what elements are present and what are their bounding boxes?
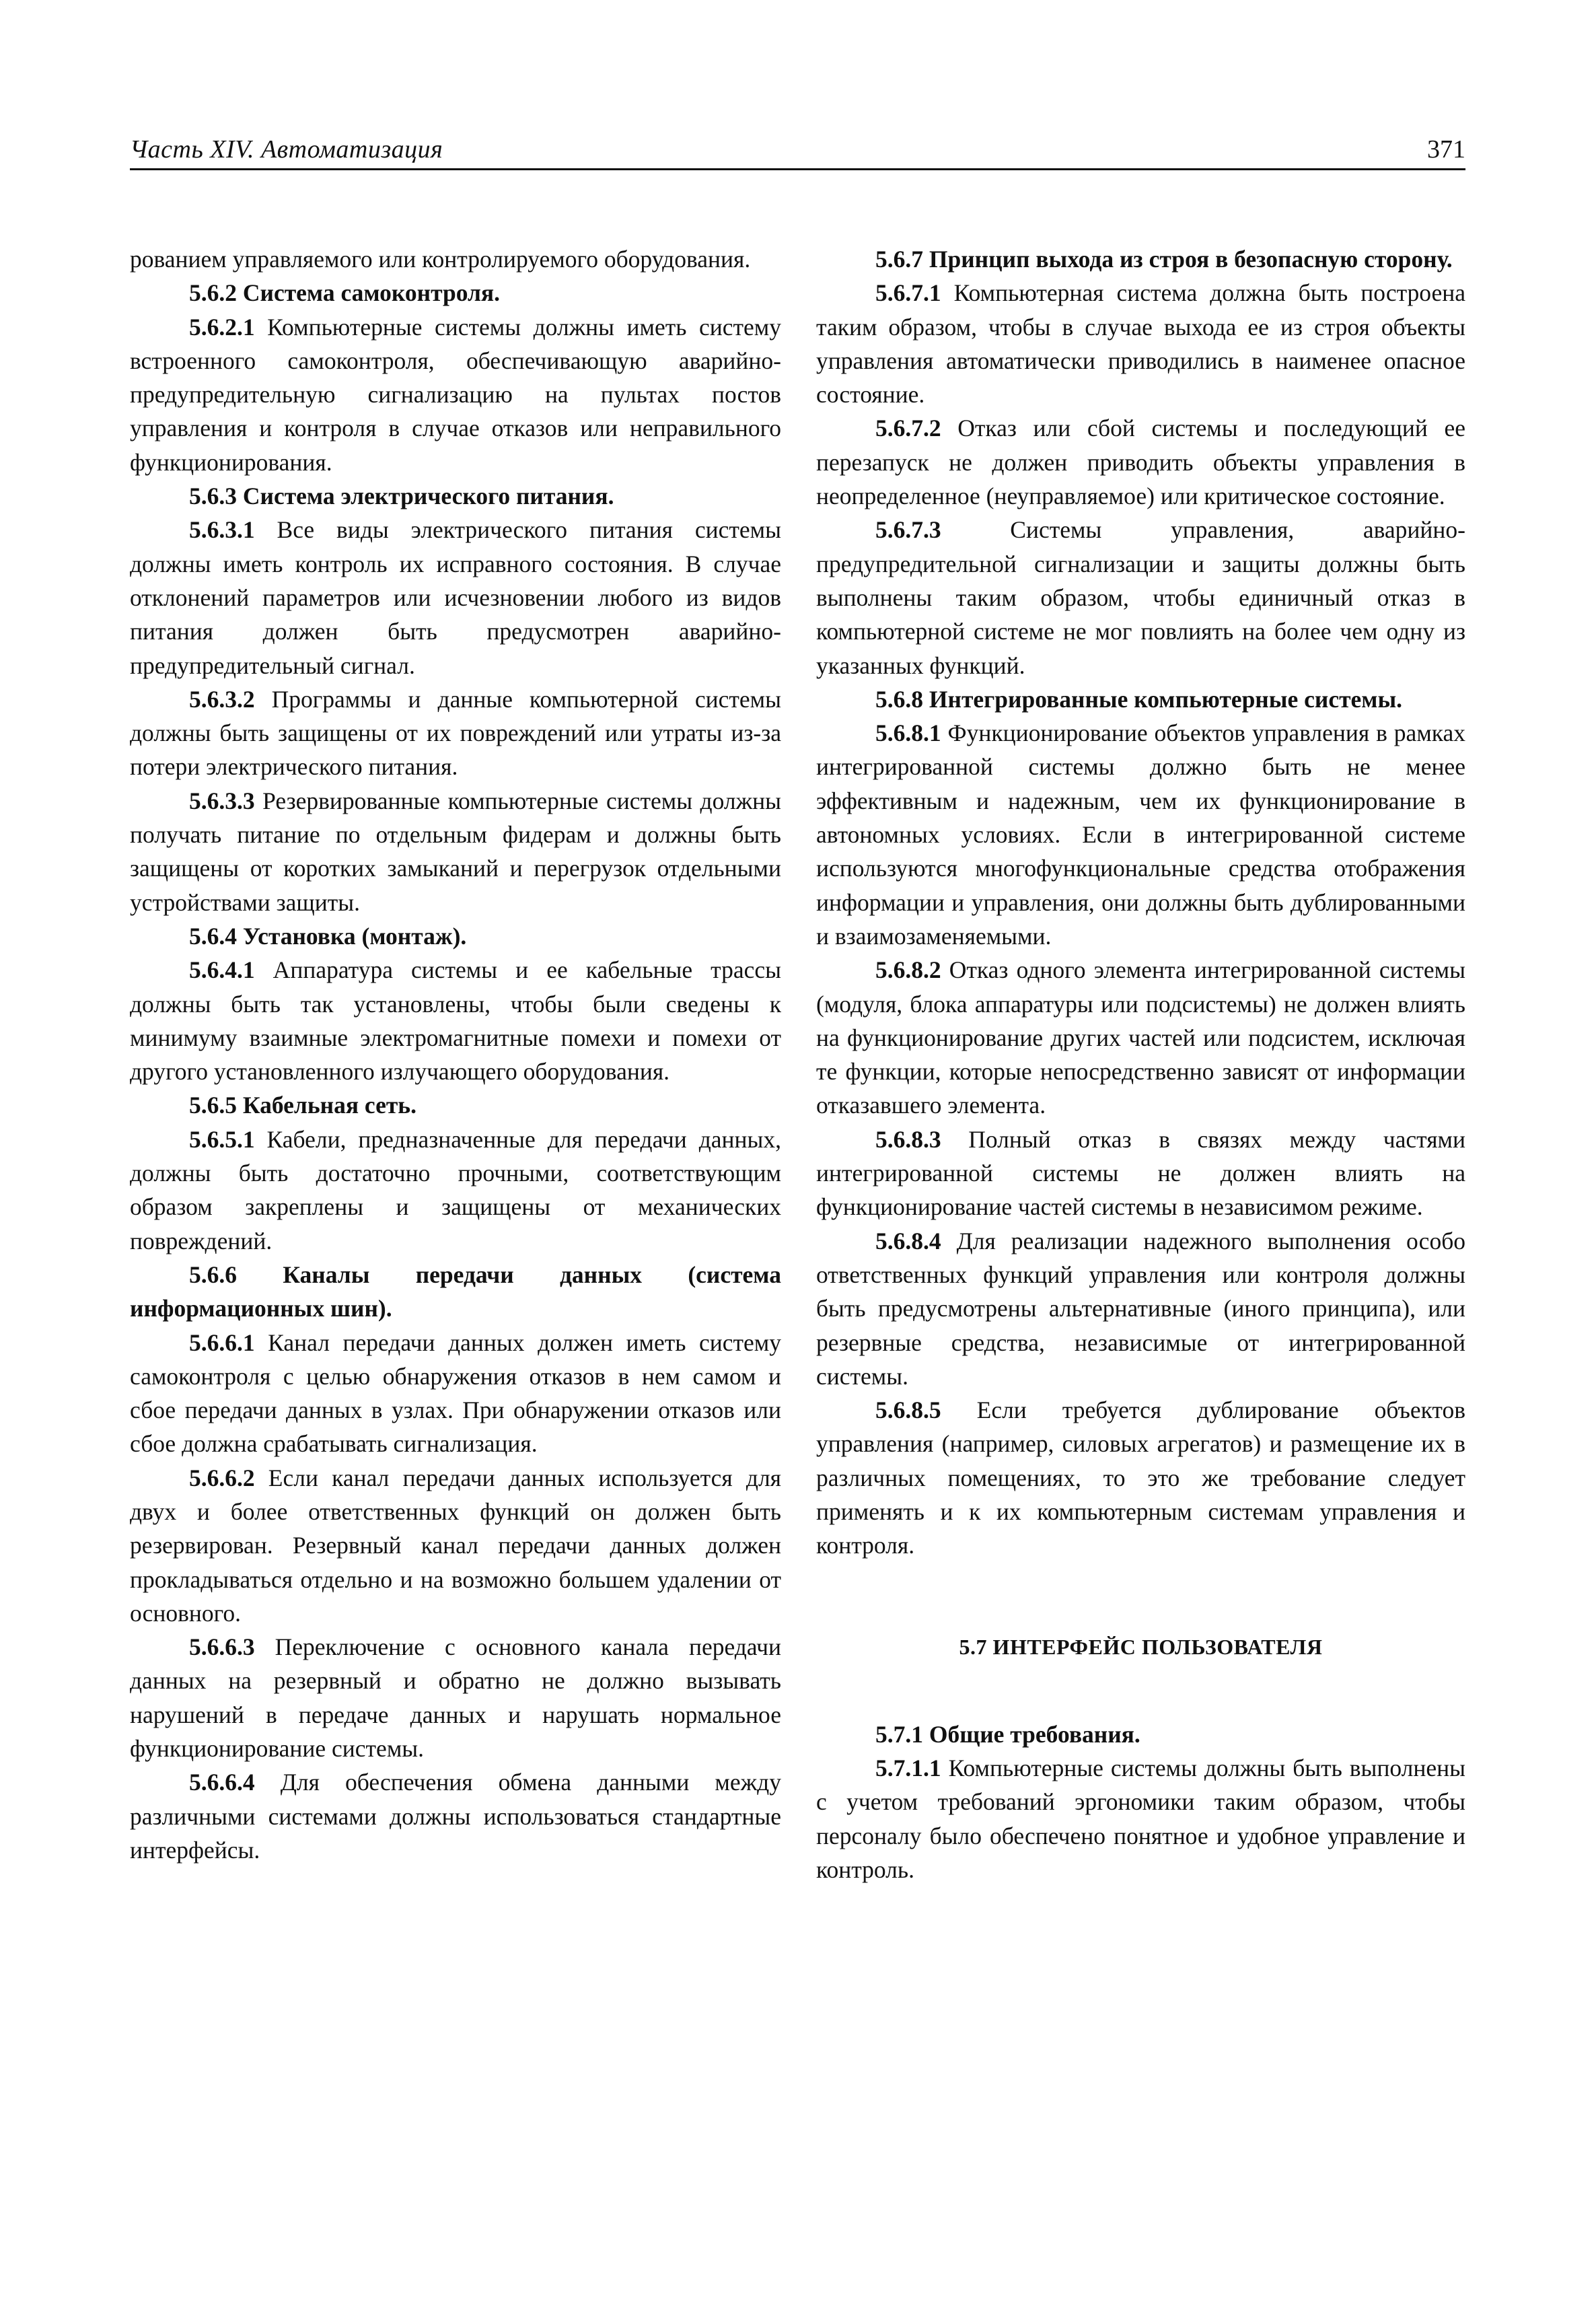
numbered-paragraph — [816, 1123, 1465, 1224]
clause-text: Компьютерные системы должны быть выполнены с учетом требований эргономики таким образом, чтобы персоналу было обеспечено понятное и удобное управление и контроль. — [816, 1755, 1465, 1884]
clause-number: 5.6.8.2 — [875, 956, 941, 984]
numbered-paragraph — [816, 513, 1465, 682]
numbered-paragraph — [816, 411, 1465, 513]
clause-text: Полный отказ в связях между частями интегрированной системы не должен влиять на функционирование частей системы в независимом режиме. — [816, 1125, 1465, 1221]
clause-number: 5.6.7.1 — [875, 279, 941, 307]
numbered-paragraph — [816, 1393, 1465, 1562]
clause-text: Программы и данные компьютерной системы должны быть защищены от их повреждений или утраты из-за потери электрического питания. — [130, 685, 781, 781]
clause-text: Если канал передачи данных используется для двух и более ответственных функций он должен быть резервирован. Резервный канал передачи данных должен прокладываться отдельно и на возможно большем удалении от основного. — [130, 1464, 781, 1627]
clause-number: 5.6.3.2 — [189, 685, 255, 713]
running-header — [130, 128, 1465, 170]
clause-text: Системы управления, аварийно-предупредительной сигнализации и защиты должны быть выполнены таким образом, чтобы единичный отказ в компьютерной системе не мог повлиять на более чем одну из указанных функций. — [816, 516, 1465, 679]
clause-number: 5.6.7.2 — [875, 415, 941, 442]
page-number: 371 — [1427, 135, 1465, 164]
clause-text: Компьютерные системы должны иметь систему встроенного самоконтроля, обеспечивающую аварийно-предупредительную сигнализацию на пультах постов управления и контроля в случае отказов или неправильного функционирования. — [130, 313, 781, 476]
clause-number: 5.6.8.4 — [875, 1227, 941, 1254]
numbered-paragraph — [130, 1461, 781, 1630]
clause-number: 5.6.5.1 — [189, 1125, 255, 1153]
numbered-paragraph — [130, 1123, 781, 1258]
clause-number: 5.6.6.3 — [189, 1633, 255, 1661]
clause-number: 5.6.4.1 — [189, 956, 255, 984]
subsection-heading: 5.6.4 Установка (монтаж). — [189, 922, 467, 950]
clause-number: 5.6.6.1 — [189, 1329, 255, 1356]
numbered-paragraph — [816, 276, 1465, 411]
subsection-heading: 5.7.1 Общие требования. — [875, 1720, 1140, 1748]
subsection-heading: 5.6.3 Система электрического питания. — [189, 483, 614, 510]
clause-text: Все виды электрического питания системы должны иметь контроль их исправного состояния. В случае отклонений параметров или исчезновении любого из видов питания должен быть предусмотрен аварийно-предупредительный сигнал. — [130, 516, 781, 679]
header-title: Часть XIV. Автоматизация — [130, 135, 443, 164]
clause-text: Кабели, предназначенные для передачи данных, должны быть достаточно прочными, соответствующим образом закреплены и защищены от механических повреждений. — [130, 1125, 781, 1254]
clause-number: 5.6.7.3 — [875, 516, 941, 544]
clause-text: Отказ одного элемента интегрированной системы (модуля, блока аппаратуры или подсистемы) не должен влиять на функционирование других частей или подсистем, исключая те функции, которые непосредственно зависят от информации отказавшего элемента. — [816, 956, 1465, 1119]
numbered-paragraph — [130, 513, 781, 682]
clause-text: Резервированные компьютерные системы должны получать питание по отдельным фидерам и должны быть защищены от коротких замыканий и перегрузок отдельными устройствами защиты. — [130, 787, 781, 916]
clause-number: 5.6.8.1 — [875, 719, 941, 747]
numbered-paragraph — [816, 1224, 1465, 1393]
right-column — [816, 242, 1465, 1886]
subsection-heading: 5.6.2 Система самоконтроля. — [189, 279, 500, 307]
paragraph-continuation: рованием управляемого или контролируемого оборудования. — [130, 246, 751, 273]
numbered-paragraph — [816, 1751, 1465, 1886]
clause-text: Переключение с основного канала передачи данных на резервный и обратно не должно вызывать нарушений в передаче данных и нарушать нормальное функционирование системы. — [130, 1633, 781, 1763]
clause-number: 5.6.3.1 — [189, 516, 255, 544]
clause-number: 5.6.8.3 — [875, 1125, 941, 1153]
clause-text: Для реализации надежного выполнения особо ответственных функций управления или контроля должны быть предусмотрены альтернативные (иного принципа), или резервные средства, независимые от интегрированной системы. — [816, 1227, 1465, 1390]
numbered-paragraph — [816, 716, 1465, 953]
clause-number: 5.6.3.3 — [189, 787, 255, 814]
clause-number: 5.6.6.2 — [189, 1464, 255, 1491]
numbered-paragraph — [130, 784, 781, 919]
clause-number: 5.6.6.4 — [189, 1769, 255, 1796]
clause-text: Канал передачи данных должен иметь систему самоконтроля с целью обнаружения отказов в нем самом и сбое передачи данных в узлах. При обнаружении отказов или сбое должна срабатывать сигнализация. — [130, 1329, 781, 1458]
clause-number: 5.6.8.5 — [875, 1396, 941, 1424]
numbered-paragraph — [816, 953, 1465, 1122]
numbered-paragraph — [130, 953, 781, 1088]
numbered-paragraph — [130, 1630, 781, 1765]
clause-number: 5.7.1.1 — [875, 1755, 941, 1782]
numbered-paragraph — [130, 682, 781, 784]
clause-text: Аппаратура системы и ее кабельные трассы должны быть так установлены, чтобы были сведены к минимуму взаимные электромагнитные помехи и помехи от другого установленного излучающего оборудования. — [130, 956, 781, 1086]
numbered-paragraph — [130, 310, 781, 479]
subsection-heading: 5.6.7 Принцип выхода из строя в безопасную сторону. — [875, 246, 1453, 273]
section-title: 5.7 ИНТЕРФЕЙС ПОЛЬЗОВАТЕЛЯ — [959, 1634, 1323, 1659]
clause-text: Отказ или сбой системы и последующий ее перезапуск не должен приводить объекты управления в неопределенное (неуправляемое) или критическое состояние. — [816, 415, 1465, 510]
subsection-heading: 5.6.5 Кабельная сеть. — [189, 1092, 416, 1119]
subsection-heading: 5.6.8 Интегрированные компьютерные системы. — [875, 685, 1403, 713]
clause-text: Для обеспечения обмена данными между различными системами должны использоваться стандартные интерфейсы. — [130, 1769, 781, 1864]
numbered-paragraph — [130, 1765, 781, 1867]
clause-text: Компьютерная система должна быть построена таким образом, чтобы в случае выхода ее из строя объекты управления автоматически приводились в наименее опасное состояние. — [816, 279, 1465, 409]
subsection-heading: 5.6.6 Каналы передачи данных (система информационных шин). — [130, 1261, 781, 1322]
numbered-paragraph — [130, 1326, 781, 1461]
clause-number: 5.6.2.1 — [189, 313, 255, 341]
left-column — [130, 242, 781, 1867]
clause-text: Функционирование объектов управления в рамках интегрированной системы должно быть не менее эффективным и надежным, чем их функционирование в автономных условиях. Если в интегрированной системе используются многофункциональные средства отображения информации и управления, они должны быть дублированными и взаимозаменяемыми. — [816, 719, 1465, 950]
clause-text: Если требуется дублирование объектов управления (например, силовых агрегатов) и размещение их в различных помещениях, то это же требование следует применять и к их компьютерным системам управления и контроля. — [816, 1396, 1465, 1559]
